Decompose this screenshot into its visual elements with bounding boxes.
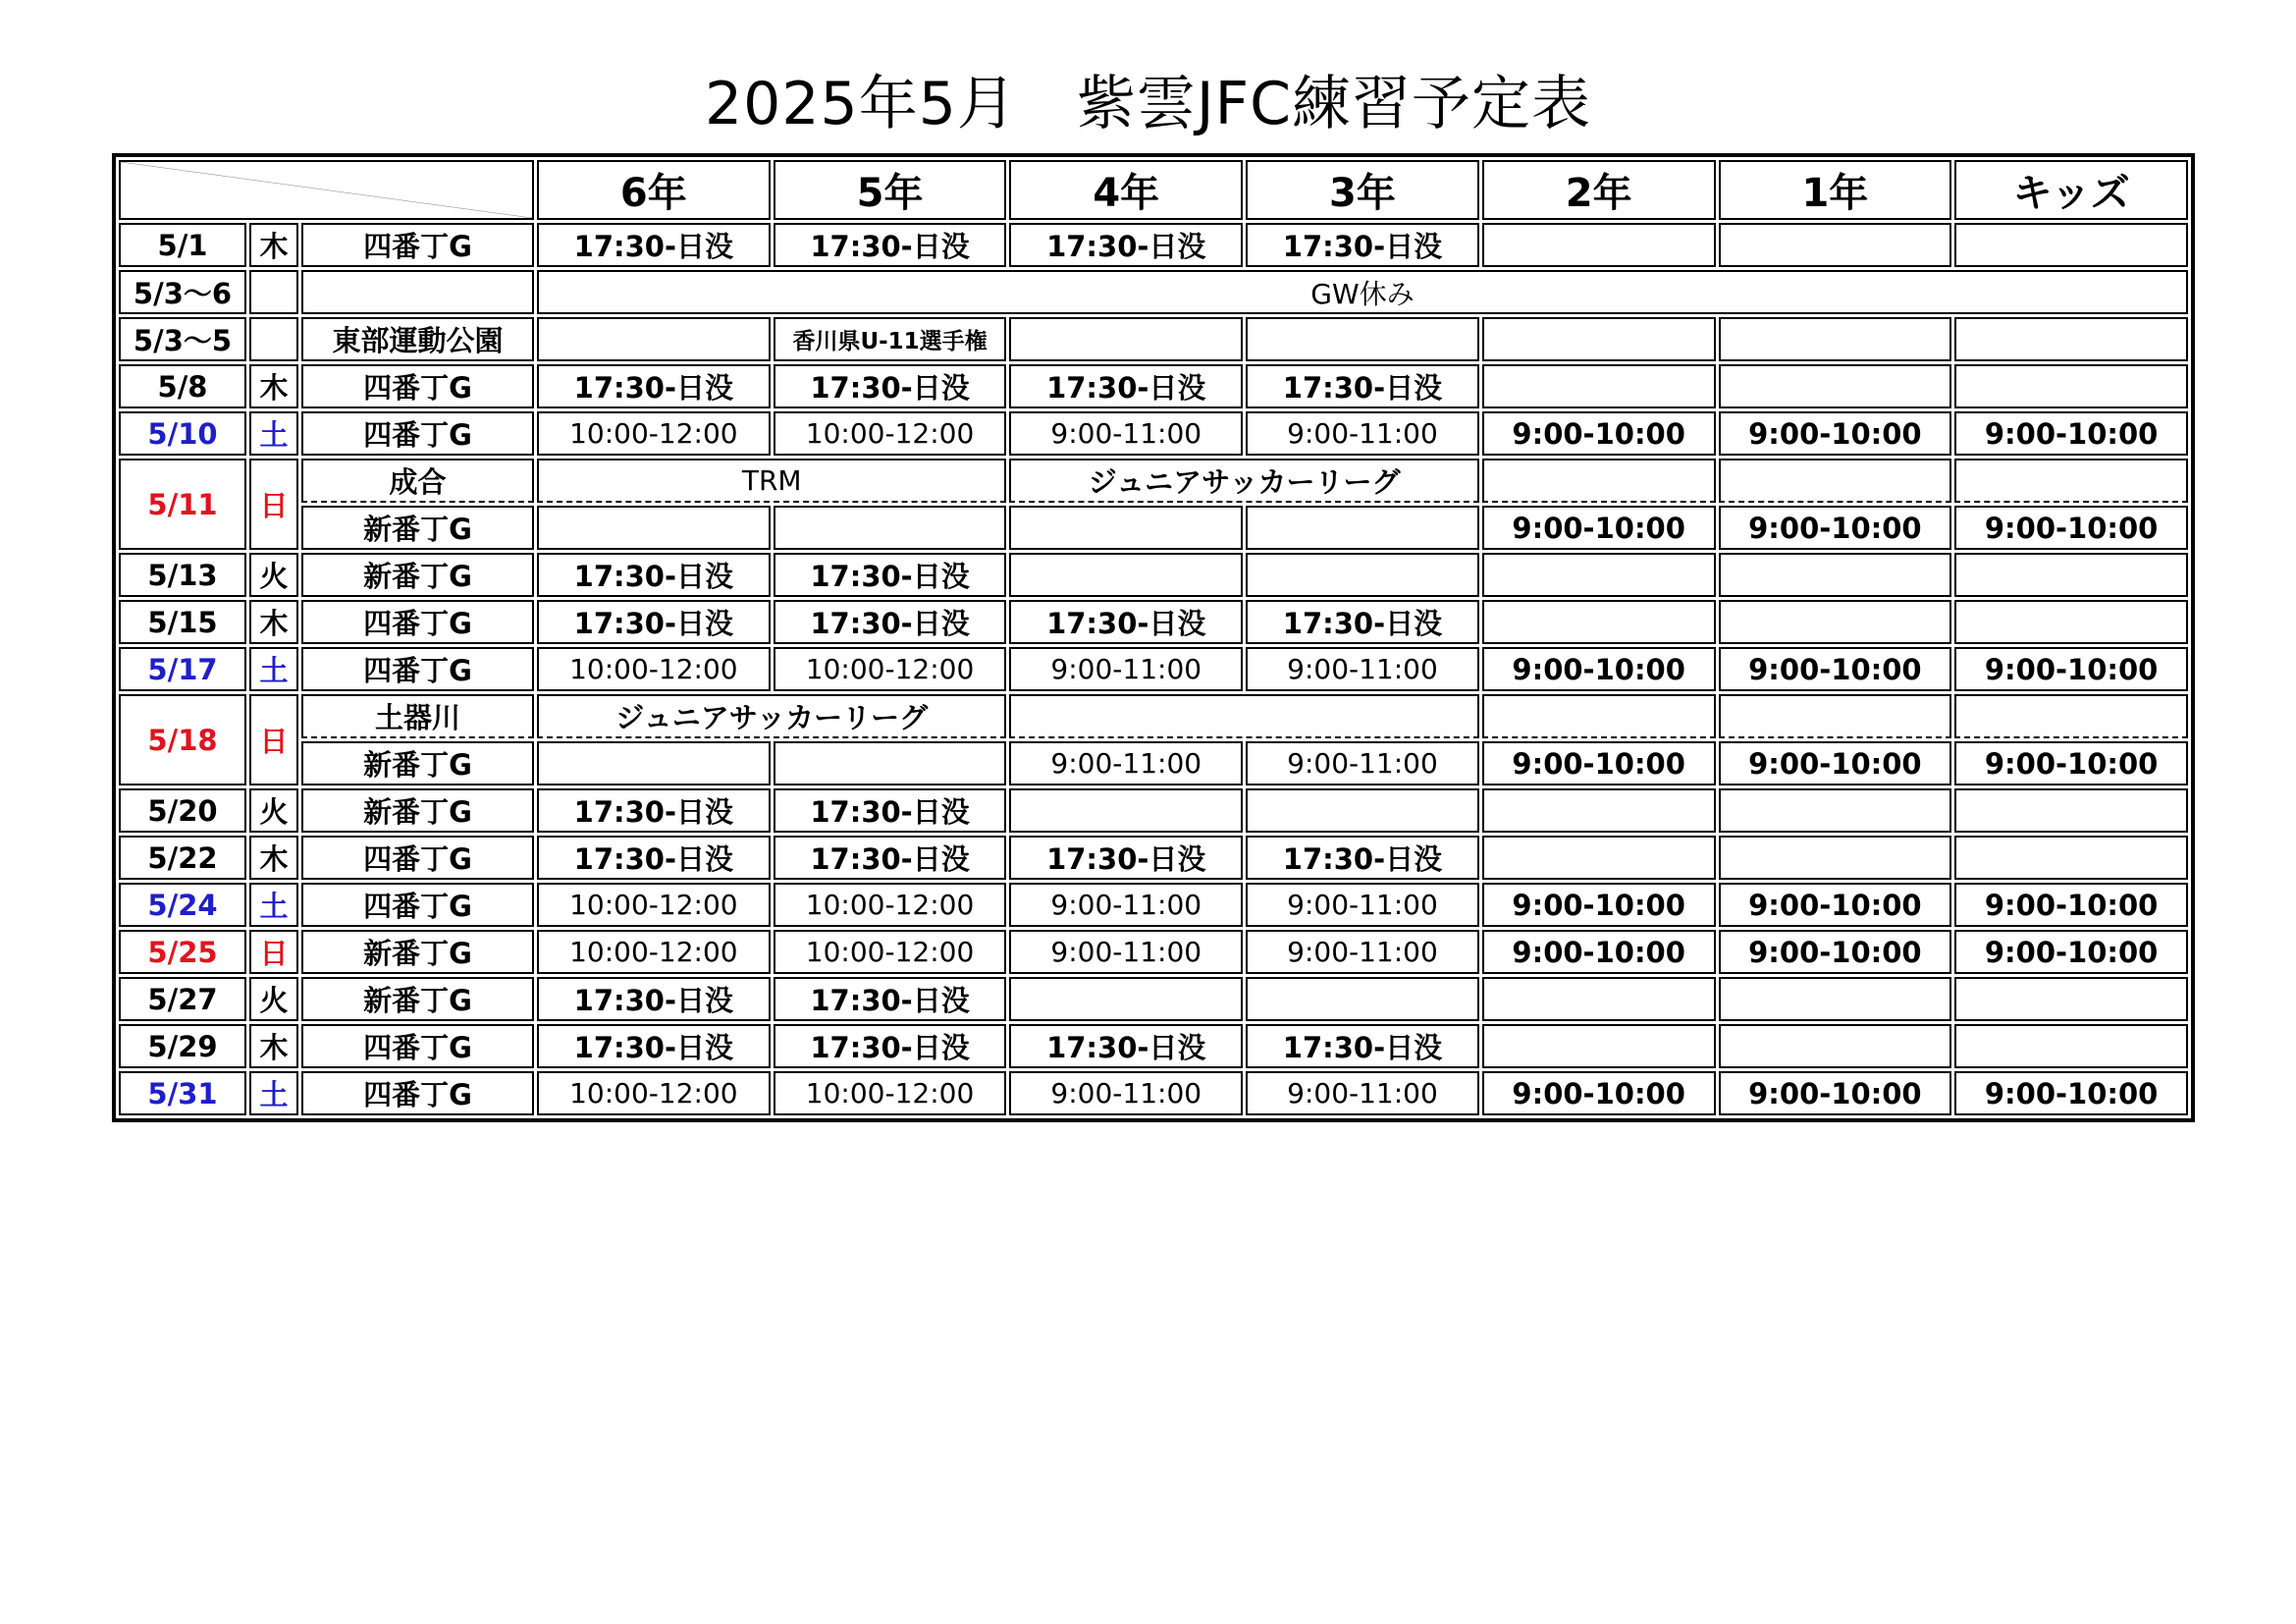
grade5-cell: 17:30-日没 <box>774 364 1007 408</box>
place-cell: 土器川 <box>301 694 534 738</box>
grade4-cell: 17:30-日没 <box>1009 1024 1243 1068</box>
grade6-5-span-cell: TRM <box>537 459 1006 503</box>
grade4-3-span-cell <box>1009 694 1478 738</box>
day-cell: 木 <box>249 364 298 408</box>
place-cell: 四番丁G <box>301 223 534 267</box>
grade1-cell <box>1719 317 1952 361</box>
grade2-cell: 9:00-10:00 <box>1482 930 1716 974</box>
table-row <box>119 317 2188 361</box>
grade6-cell: 10:00-12:00 <box>537 883 771 927</box>
day-cell: 木 <box>249 223 298 267</box>
place-cell: 四番丁G <box>301 411 534 456</box>
grade1-cell <box>1719 977 1952 1021</box>
grade3-cell <box>1246 317 1479 361</box>
day-cell: 火 <box>249 977 298 1021</box>
day-cell: 火 <box>249 553 298 597</box>
grade6-cell: 17:30-日没 <box>537 600 771 644</box>
grade3-cell: 9:00-11:00 <box>1246 647 1479 691</box>
grade5-cell: 17:30-日没 <box>774 600 1007 644</box>
grade4-cell: 17:30-日没 <box>1009 364 1243 408</box>
grade6-cell: 17:30-日没 <box>537 553 771 597</box>
place-cell: 新番丁G <box>301 788 534 833</box>
table-row <box>119 647 2188 691</box>
grade2-cell <box>1482 553 1716 597</box>
day-cell: 火 <box>249 788 298 833</box>
table-row <box>119 788 2188 833</box>
grade4-cell <box>1009 506 1243 550</box>
grade6-5-span-cell: ジュニアサッカーリーグ <box>537 694 1006 738</box>
place-cell: 四番丁G <box>301 836 534 880</box>
kids-cell: 9:00-10:00 <box>1954 883 2188 927</box>
kids-cell: 9:00-10:00 <box>1954 741 2188 785</box>
day-cell: 土 <box>249 411 298 456</box>
grade3-cell: 9:00-11:00 <box>1246 883 1479 927</box>
grade2-cell <box>1482 836 1716 880</box>
place-cell: 四番丁G <box>301 600 534 644</box>
grade2-cell <box>1482 694 1716 738</box>
kids-cell <box>1954 317 2188 361</box>
place-cell: 新番丁G <box>301 930 534 974</box>
grade6-cell: 17:30-日没 <box>537 977 771 1021</box>
grade2-cell <box>1482 459 1716 503</box>
table-row <box>119 836 2188 880</box>
table-row <box>119 506 2188 550</box>
grade6-cell: 10:00-12:00 <box>537 411 771 456</box>
day-cell: 土 <box>249 647 298 691</box>
table-row <box>119 1024 2188 1068</box>
grade4-cell: 9:00-11:00 <box>1009 411 1243 456</box>
table-row <box>119 411 2188 456</box>
date-cell: 5/1 <box>119 223 246 267</box>
day-cell: 木 <box>249 1024 298 1068</box>
grade2-cell <box>1482 1024 1716 1068</box>
place-cell: 新番丁G <box>301 506 534 550</box>
grade6-cell: 17:30-日没 <box>537 1024 771 1068</box>
grade3-cell: 17:30-日没 <box>1246 836 1479 880</box>
date-cell: 5/31 <box>119 1071 246 1115</box>
grade5-cell: 17:30-日没 <box>774 553 1007 597</box>
place-cell: 四番丁G <box>301 364 534 408</box>
grade2-cell <box>1482 364 1716 408</box>
day-cell <box>249 317 298 361</box>
kids-cell <box>1954 788 2188 833</box>
date-cell: 5/8 <box>119 364 246 408</box>
grade4-cell: 17:30-日没 <box>1009 600 1243 644</box>
day-cell: 土 <box>249 883 298 927</box>
grade1-cell: 9:00-10:00 <box>1719 647 1952 691</box>
grade2-cell <box>1482 317 1716 361</box>
grade2-cell <box>1482 600 1716 644</box>
grade6-cell <box>537 741 771 785</box>
grade5-cell: 10:00-12:00 <box>774 1071 1007 1115</box>
date-cell: 5/25 <box>119 930 246 974</box>
grade1-cell <box>1719 553 1952 597</box>
date-cell: 5/10 <box>119 411 246 456</box>
header-kids: キッズ <box>1954 160 2188 220</box>
grade1-cell <box>1719 836 1952 880</box>
date-cell: 5/27 <box>119 977 246 1021</box>
grade5-cell: 17:30-日没 <box>774 836 1007 880</box>
grade4-cell: 9:00-11:00 <box>1009 647 1243 691</box>
grade4-3-span-cell: ジュニアサッカーリーグ <box>1009 459 1478 503</box>
table-row <box>119 883 2188 927</box>
schedule-table <box>112 153 2195 1122</box>
grade2-cell: 9:00-10:00 <box>1482 506 1716 550</box>
grade1-cell: 9:00-10:00 <box>1719 506 1952 550</box>
kids-cell <box>1954 364 2188 408</box>
grade5-cell: 10:00-12:00 <box>774 930 1007 974</box>
place-cell: 四番丁G <box>301 1071 534 1115</box>
kids-cell <box>1954 836 2188 880</box>
header-grade-2: 2年 <box>1482 160 1716 220</box>
grade4-cell: 9:00-11:00 <box>1009 883 1243 927</box>
date-cell: 5/22 <box>119 836 246 880</box>
kids-cell <box>1954 553 2188 597</box>
grade1-cell <box>1719 364 1952 408</box>
date-cell: 5/11 <box>119 459 246 550</box>
table-row <box>119 977 2188 1021</box>
grade5-cell: 17:30-日没 <box>774 1024 1007 1068</box>
grade4-cell <box>1009 553 1243 597</box>
page-title: 2025年5月 紫雲JFC練習予定表 <box>705 70 1591 138</box>
kids-cell: 9:00-10:00 <box>1954 1071 2188 1115</box>
table-row <box>119 930 2188 974</box>
grade1-cell: 9:00-10:00 <box>1719 883 1952 927</box>
grade1-cell <box>1719 694 1952 738</box>
place-cell: 四番丁G <box>301 1024 534 1068</box>
corner-diagonal-cell <box>119 160 534 220</box>
kids-cell <box>1954 459 2188 503</box>
grade6-cell: 17:30-日没 <box>537 836 771 880</box>
grade6-cell: 10:00-12:00 <box>537 647 771 691</box>
date-cell: 5/13 <box>119 553 246 597</box>
grade3-cell: 9:00-11:00 <box>1246 741 1479 785</box>
date-cell: 5/29 <box>119 1024 246 1068</box>
table-row <box>119 600 2188 644</box>
grade3-cell: 9:00-11:00 <box>1246 411 1479 456</box>
grade5-cell <box>774 506 1007 550</box>
grade1-cell <box>1719 600 1952 644</box>
grade4-cell: 9:00-11:00 <box>1009 741 1243 785</box>
kids-cell <box>1954 977 2188 1021</box>
grade2-cell: 9:00-10:00 <box>1482 1071 1716 1115</box>
grade3-cell: 17:30-日没 <box>1246 223 1479 267</box>
grade5-cell: 10:00-12:00 <box>774 411 1007 456</box>
grade3-cell <box>1246 553 1479 597</box>
place-cell: 新番丁G <box>301 977 534 1021</box>
grade5-cell: 10:00-12:00 <box>774 647 1007 691</box>
grade6-cell: 17:30-日没 <box>537 364 771 408</box>
header-grade-4: 4年 <box>1009 160 1243 220</box>
kids-cell: 9:00-10:00 <box>1954 506 2188 550</box>
table-row <box>119 223 2188 267</box>
grade6-cell <box>537 506 771 550</box>
grade2-cell: 9:00-10:00 <box>1482 411 1716 456</box>
grade2-cell: 9:00-10:00 <box>1482 883 1716 927</box>
grade6-cell <box>537 317 771 361</box>
grade5-cell: 17:30-日没 <box>774 788 1007 833</box>
day-cell: 土 <box>249 1071 298 1115</box>
header-row <box>119 160 2188 220</box>
header-grade-3: 3年 <box>1246 160 1479 220</box>
grade4-cell: 17:30-日没 <box>1009 223 1243 267</box>
grade6-cell: 10:00-12:00 <box>537 930 771 974</box>
date-cell: 5/24 <box>119 883 246 927</box>
place-cell: 四番丁G <box>301 647 534 691</box>
grade4-cell <box>1009 317 1243 361</box>
date-cell: 5/20 <box>119 788 246 833</box>
grade3-cell: 17:30-日没 <box>1246 1024 1479 1068</box>
table-row <box>119 364 2188 408</box>
grade1-cell <box>1719 788 1952 833</box>
kids-cell: 9:00-10:00 <box>1954 411 2188 456</box>
table-row <box>119 553 2188 597</box>
grade6-cell: 17:30-日没 <box>537 788 771 833</box>
grade3-cell <box>1246 788 1479 833</box>
kids-cell: 9:00-10:00 <box>1954 647 2188 691</box>
grade3-cell <box>1246 506 1479 550</box>
grade4-cell: 17:30-日没 <box>1009 836 1243 880</box>
place-cell <box>301 270 534 314</box>
grade6-cell: 17:30-日没 <box>537 223 771 267</box>
day-cell: 木 <box>249 836 298 880</box>
header-grade-6: 6年 <box>537 160 771 220</box>
header-grade-1: 1年 <box>1719 160 1952 220</box>
grade1-cell: 9:00-10:00 <box>1719 741 1952 785</box>
grade2-cell: 9:00-10:00 <box>1482 741 1716 785</box>
grade5-cell: 17:30-日没 <box>774 977 1007 1021</box>
date-cell: 5/3～5 <box>119 317 246 361</box>
header-grade-5: 5年 <box>774 160 1007 220</box>
date-cell: 5/3～6 <box>119 270 246 314</box>
grade1-cell: 9:00-10:00 <box>1719 1071 1952 1115</box>
grade5-cell: 17:30-日没 <box>774 223 1007 267</box>
day-cell: 日 <box>249 694 298 785</box>
kids-cell <box>1954 1024 2188 1068</box>
day-cell: 木 <box>249 600 298 644</box>
holiday-span-cell: GW休み <box>537 270 2188 314</box>
grade1-cell <box>1719 1024 1952 1068</box>
place-cell: 四番丁G <box>301 883 534 927</box>
grade4-cell: 9:00-11:00 <box>1009 1071 1243 1115</box>
grade1-cell <box>1719 459 1952 503</box>
date-cell: 5/18 <box>119 694 246 785</box>
grade3-cell <box>1246 977 1479 1021</box>
grade2-cell <box>1482 788 1716 833</box>
table-row <box>119 694 2188 738</box>
place-cell: 東部運動公園 <box>301 317 534 361</box>
grade6-cell: 10:00-12:00 <box>537 1071 771 1115</box>
day-cell <box>249 270 298 314</box>
grade4-cell <box>1009 977 1243 1021</box>
table-row <box>119 459 2188 503</box>
grade3-cell: 9:00-11:00 <box>1246 930 1479 974</box>
kids-cell: 9:00-10:00 <box>1954 930 2188 974</box>
grade2-cell <box>1482 977 1716 1021</box>
grade5-cell: 10:00-12:00 <box>774 883 1007 927</box>
table-row <box>119 741 2188 785</box>
grade1-cell: 9:00-10:00 <box>1719 930 1952 974</box>
day-cell: 日 <box>249 459 298 550</box>
grade3-cell: 17:30-日没 <box>1246 364 1479 408</box>
table-row <box>119 270 2188 314</box>
kids-cell <box>1954 223 2188 267</box>
grade5-cell <box>774 741 1007 785</box>
place-cell: 新番丁G <box>301 741 534 785</box>
grade1-cell <box>1719 223 1952 267</box>
date-cell: 5/15 <box>119 600 246 644</box>
grade5-cell: 香川県U-11選手権 <box>774 317 1007 361</box>
place-cell: 成合 <box>301 459 534 503</box>
kids-cell <box>1954 600 2188 644</box>
place-cell: 新番丁G <box>301 553 534 597</box>
date-cell: 5/17 <box>119 647 246 691</box>
grade4-cell: 9:00-11:00 <box>1009 930 1243 974</box>
grade1-cell: 9:00-10:00 <box>1719 411 1952 456</box>
day-cell: 日 <box>249 930 298 974</box>
grade3-cell: 17:30-日没 <box>1246 600 1479 644</box>
grade4-cell <box>1009 788 1243 833</box>
grade2-cell: 9:00-10:00 <box>1482 647 1716 691</box>
kids-cell <box>1954 694 2188 738</box>
grade2-cell <box>1482 223 1716 267</box>
grade3-cell: 9:00-11:00 <box>1246 1071 1479 1115</box>
table-row <box>119 1071 2188 1115</box>
